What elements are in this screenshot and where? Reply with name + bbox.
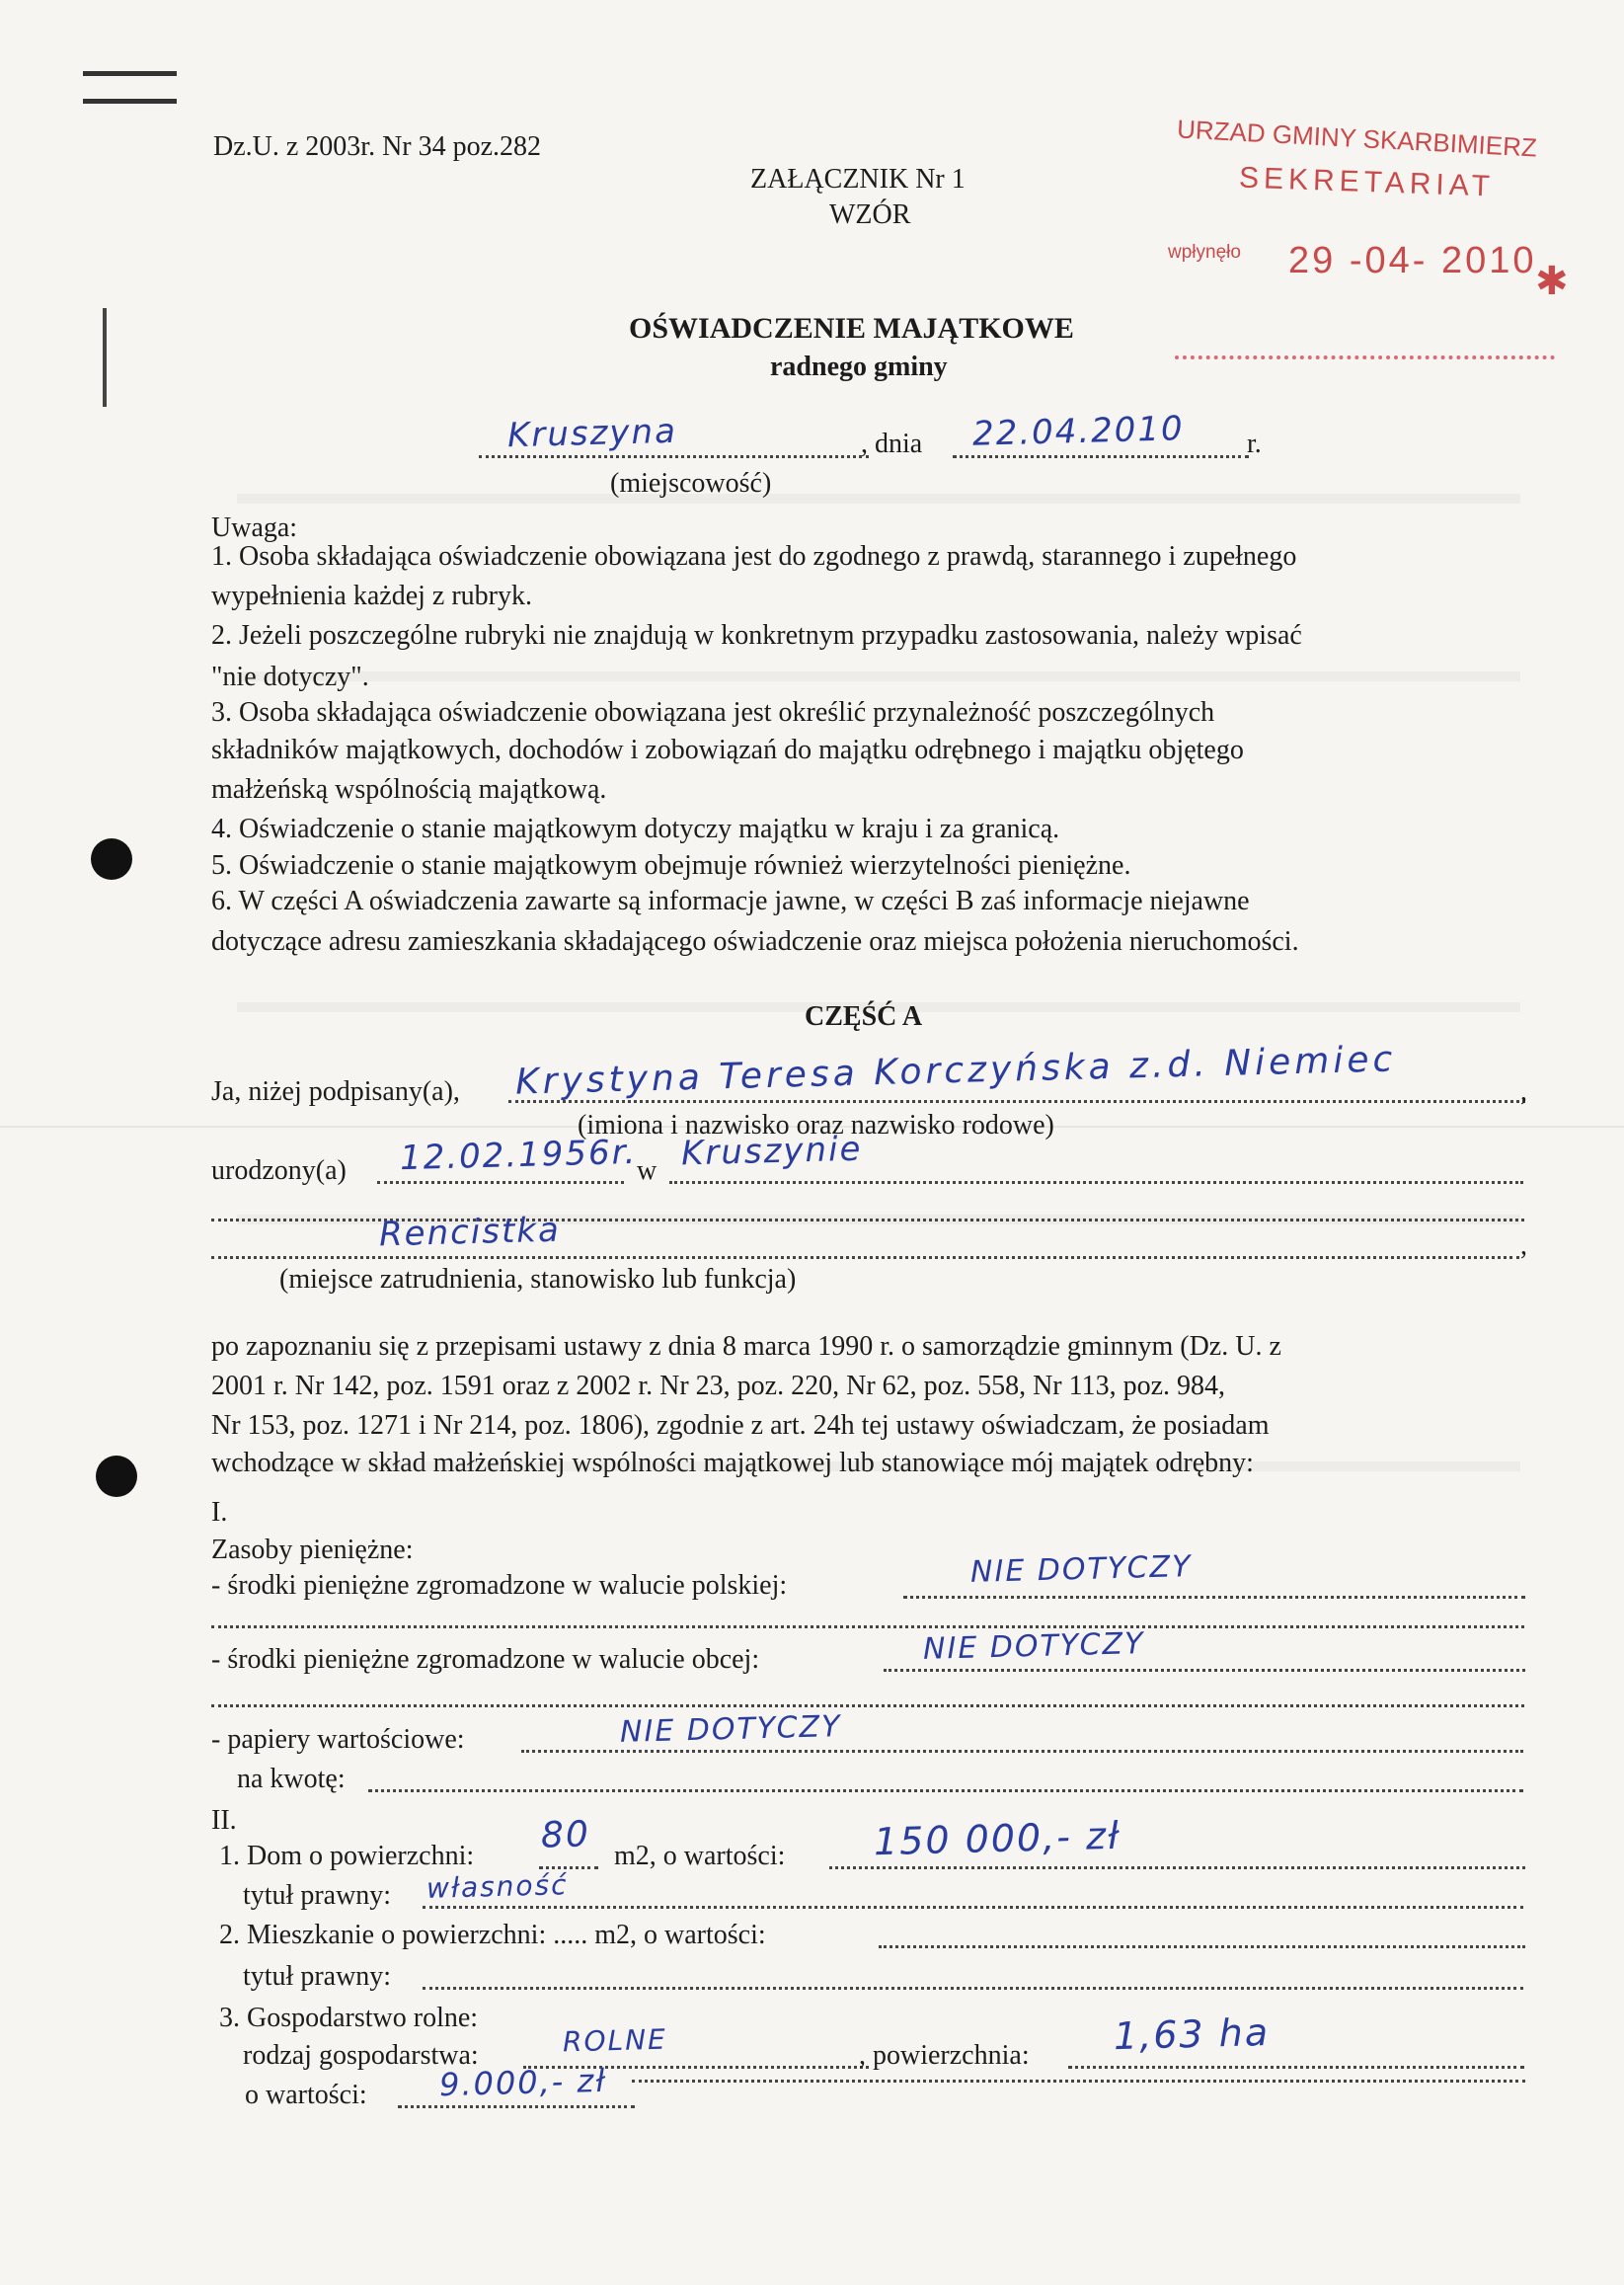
job-trailing-comma: , (1520, 1230, 1527, 1261)
date-dots (953, 455, 1249, 458)
signed-dots (508, 1100, 1525, 1103)
punch-hole-bottom (96, 1456, 137, 1497)
house-title: własność (425, 1868, 569, 1905)
note-line: 4. Oświadczenie o stanie majątkowym dotyczy majątku w kraju i za granicą. (211, 814, 1060, 844)
place-caption: (miejscowość) (610, 468, 772, 499)
foreign-dots (884, 1669, 1525, 1672)
born-date: 12.02.1956r. (399, 1132, 638, 1179)
farm-type: ROLNE (562, 2022, 668, 2059)
law-line: wchodzące w skład małżeńskiej wspólności majątkowej lub stanowiące mój majątek odrębny: (211, 1448, 1254, 1478)
amount-label: na kwotę: (237, 1764, 346, 1794)
section-1-roman: I. (211, 1497, 228, 1528)
received-date: 29 -04- 2010 (1288, 240, 1537, 281)
house-label: 1. Dom o powierzchni: (219, 1841, 475, 1871)
flat-value-dots (879, 1945, 1525, 1948)
foreign-dots-2 (211, 1704, 1524, 1707)
flat-title-dots (423, 1987, 1523, 1990)
note-line: składników majątkowych, dochodów i zobowiązań do majątku odrębnego i majątku objętego (211, 735, 1244, 765)
template-label: WZÓR (829, 199, 911, 230)
binder-mark-bottom (83, 99, 177, 104)
section-1-heading: Zasoby pieniężne: (211, 1535, 414, 1565)
annex-label: ZAŁĄCZNIK Nr 1 (750, 164, 966, 195)
received-label: wpłynęło (1168, 242, 1241, 263)
born-date-dots (377, 1181, 624, 1184)
name-caption: (imiona i nazwisko oraz nazwisko rodowe) (578, 1110, 1054, 1141)
notes-heading: Uwaga: (211, 512, 298, 543)
note-line: dotyczące adresu zamieszkania składającego oświadczenie oraz miejsca położenia nieruchomości. (211, 926, 1299, 957)
place-dots (479, 455, 869, 458)
note-line: wypełnienia każdej z rubryk. (211, 581, 532, 611)
law-line: 2001 r. Nr 142, poz. 1591 oraz z 2002 r. Nr 23, poz. 220, Nr 62, poz. 558, Nr 113, poz. 984, (211, 1371, 1226, 1401)
house-title-dots (423, 1906, 1523, 1909)
farm-area-label: , powierzchnia: (859, 2040, 1030, 2071)
punch-hole-top (91, 838, 132, 880)
flat-title-label: tytuł prawny: (243, 1961, 392, 1992)
bleed-through (237, 494, 1520, 504)
house-value-dots (829, 1866, 1525, 1869)
binder-mark-top (83, 71, 177, 76)
part-a-heading: CZĘŚĆ A (805, 1001, 923, 1032)
department-stamp: SEKRETARIAT (1238, 161, 1496, 203)
farm-value-dots (398, 2105, 635, 2108)
place-value: Kruszyna (506, 411, 678, 456)
securities-label: - papiery wartościowe: (211, 1724, 465, 1755)
legal-reference: Dz.U. z 2003r. Nr 34 poz.282 (213, 131, 542, 162)
farm-value-label: o wartości: (245, 2080, 367, 2110)
born-label: urodzony(a) (211, 1155, 347, 1186)
securities-dots (521, 1750, 1523, 1753)
born-place-dots (669, 1181, 1523, 1184)
date-label: , dnia (861, 429, 923, 459)
house-value: 150 000,- zł (873, 1813, 1121, 1864)
job-caption: (miejsce zatrudnienia, stanowisko lub funkcja) (279, 1264, 797, 1295)
house-area: 80 (540, 1814, 591, 1856)
securities-value: NIE DOTYCZY (619, 1709, 842, 1750)
pln-dots (903, 1596, 1525, 1599)
law-line: po zapoznaniu się z przepisami ustawy z dnia 8 marca 1990 r. o samorządzie gminnym (Dz. U. z (211, 1331, 1281, 1362)
farm-label: 3. Gospodarstwo rolne: (219, 2003, 479, 2033)
office-stamp: URZAD GMINY SKARBIMIERZ (1176, 114, 1538, 163)
stamp-divider (1175, 355, 1555, 359)
pln-label: - środki pieniężne zgromadzone w walucie polskiej: (211, 1570, 788, 1601)
bleed-through (237, 671, 1520, 681)
law-line: Nr 153, poz. 1271 i Nr 214, poz. 1806), zgodnie z art. 24h tej ustawy oświadczam, że posiadam (211, 1410, 1270, 1441)
signed-label: Ja, niżej podpisany(a), (211, 1076, 460, 1107)
job-dots-2 (211, 1256, 1519, 1259)
note-line: 5. Oświadczenie o stanie majątkowym obejmuje również wierzytelności pieniężne. (211, 850, 1131, 881)
farm-area-dots (1068, 2066, 1524, 2069)
note-line: 3. Osoba składająca oświadczenie obowiązana jest określić przynależność poszczególnych (211, 697, 1215, 728)
farm-value: 9.000,- zł (438, 2061, 607, 2104)
farm-extra-dots (632, 2080, 1525, 2083)
farm-type-label: rodzaj gospodarstwa: (243, 2040, 479, 2071)
flat-label: 2. Mieszkanie o powierzchni: ..... m2, o wartości: (219, 1920, 766, 1950)
pln-value: NIE DOTYCZY (969, 1549, 1193, 1590)
star-icon: ✱ (1535, 260, 1569, 303)
born-place: Kruszynie (680, 1129, 863, 1174)
section-2-roman: II. (211, 1805, 237, 1836)
date-value: 22.04.2010 (971, 409, 1186, 454)
note-line: 2. Jeżeli poszczególne rubryki nie znajdują w konkretnym przypadku zastosowania, należy wpisać (211, 620, 1302, 651)
note-line: "nie dotyczy". (211, 662, 369, 692)
born-in-label: w (637, 1155, 657, 1186)
binder-mark-vertical (103, 308, 107, 407)
farm-area: 1,63 ha (1113, 2009, 1271, 2059)
note-line: 6. W części A oświadczenia zawarte są informacje jawne, w części B zaś informacje niejawne (211, 886, 1250, 916)
house-title-label: tytuł prawny: (243, 1880, 392, 1911)
document-title: OŚWIADCZENIE MAJĄTKOWE (629, 312, 1074, 345)
signed-name: Krystyna Teresa Korczyńska z.d. Niemiec (514, 1039, 1397, 1103)
document-subtitle: radnego gminy (770, 352, 948, 382)
note-line: małżeńską wspólnością majątkową. (211, 774, 607, 805)
foreign-label: - środki pieniężne zgromadzone w walucie obcej: (211, 1644, 760, 1675)
house-value-label: m2, o wartości: (614, 1841, 786, 1871)
note-line: 1. Osoba składająca oświadczenie obowiązana jest do zgodnego z prawdą, starannego i zupełnego (211, 541, 1297, 572)
job-value: Rencistka (378, 1210, 562, 1255)
pln-dots-2 (211, 1625, 1524, 1628)
amount-dots (368, 1789, 1523, 1792)
date-suffix: r. (1247, 429, 1262, 459)
foreign-value: NIE DOTYCZY (922, 1626, 1145, 1667)
signed-trailing-comma: , (1520, 1076, 1527, 1107)
